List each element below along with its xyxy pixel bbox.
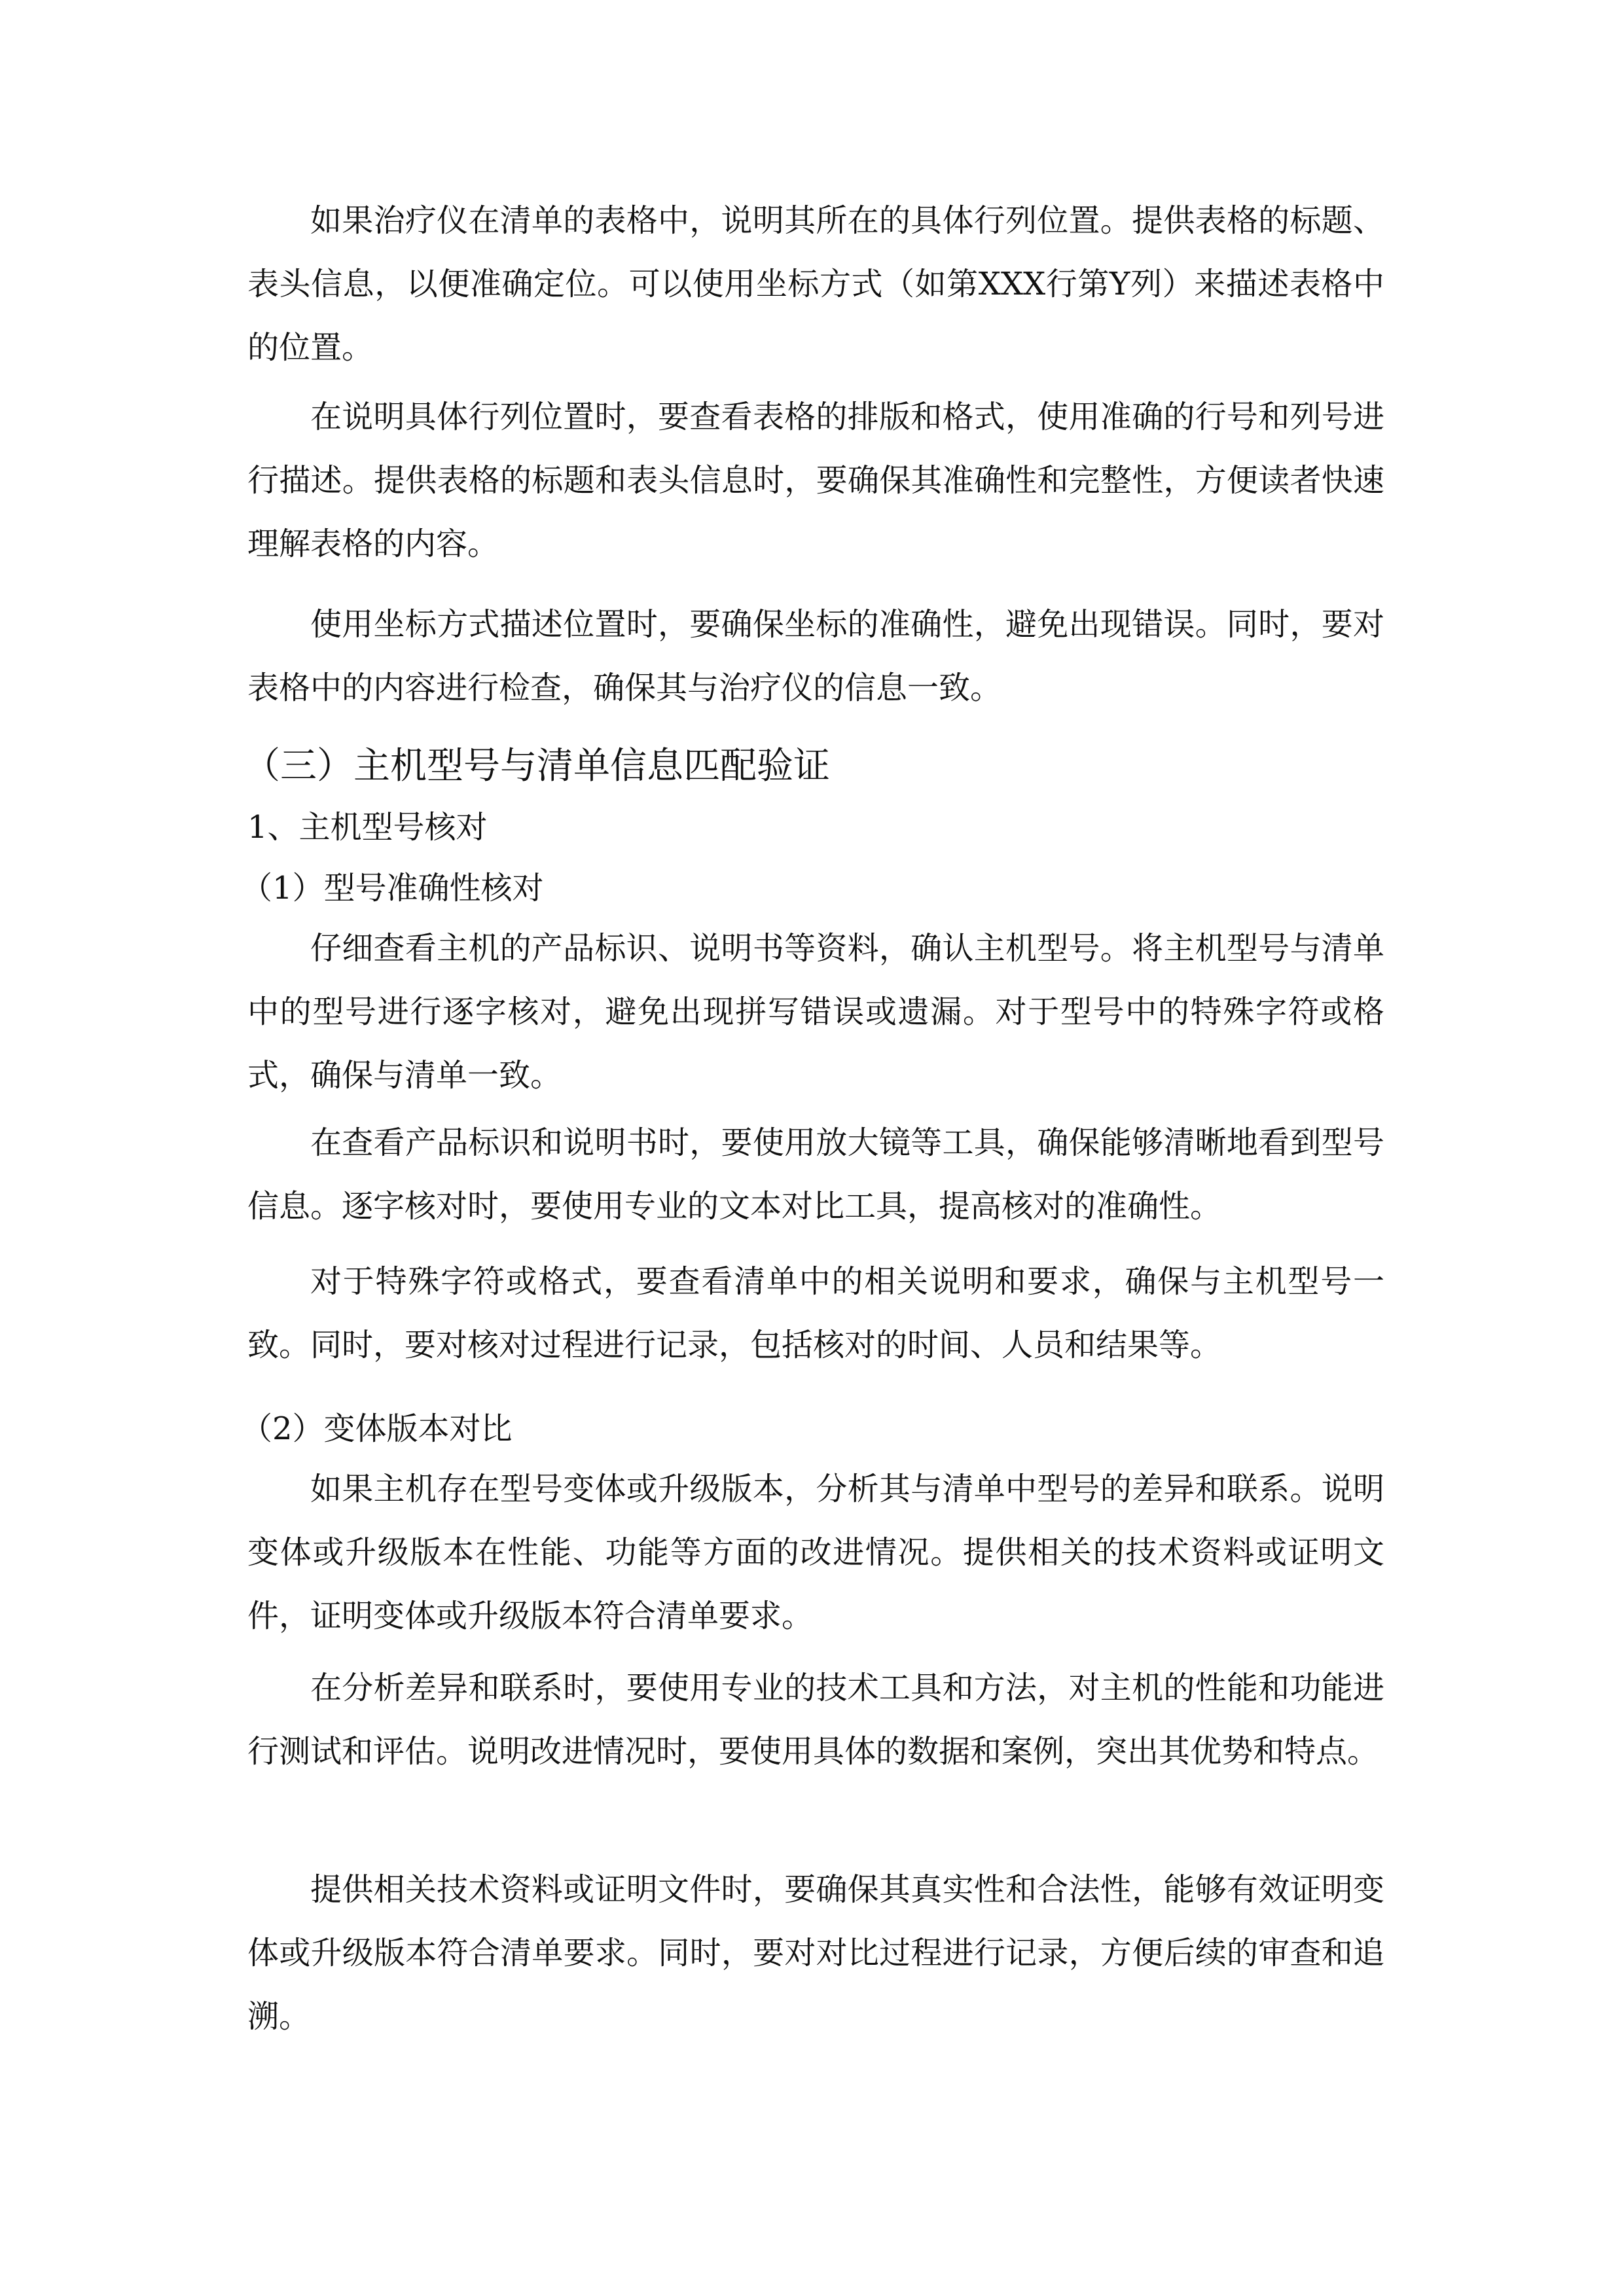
paragraph-special-chars: 对于特殊字符或格式，要查看清单中的相关说明和要求，确保与主机型号一致。同时，要对核对过程进行记录，包括核对的时间、人员和结果等。 bbox=[247, 1263, 1384, 1363]
paragraph-row-column: 在说明具体行列位置时，要查看表格的排版和格式，使用准确的行号和列号进行描述。提供表格的标题和表头信息时，要确保其准确性和完整性，方便读者快速理解表格的内容。 bbox=[247, 399, 1384, 562]
subsection-heading: 1、主机型号核对 bbox=[247, 809, 488, 846]
paragraph-documents: 提供相关技术资料或证明文件时，要确保其真实性和合法性，能够有效证明变体或升级版本符合清单要求。同时，要对对比过程进行记录，方便后续的审查和追溯。 bbox=[247, 1871, 1384, 2035]
paragraph-check-model: 仔细查看主机的产品标识、说明书等资料，确认主机型号。将主机型号与清单中的型号进行逐字核对，避免出现拼写错误或遗漏。对于型号中的特殊字符或格式，确保与清单一致。 bbox=[247, 930, 1384, 1094]
paragraph-tools: 在查看产品标识和说明书时，要使用放大镜等工具，确保能够清晰地看到型号信息。逐字核对时，要使用专业的文本对比工具，提高核对的准确性。 bbox=[247, 1124, 1384, 1225]
section-heading: （三）主机型号与清单信息匹配验证 bbox=[244, 745, 830, 787]
item-heading-variant-compare: （2）变体版本对比 bbox=[241, 1410, 513, 1447]
paragraph-analysis: 在分析差异和联系时，要使用专业的技术工具和方法，对主机的性能和功能进行测试和评估。说明改进情况时，要使用具体的数据和案例，突出其优势和特点。 bbox=[247, 1670, 1384, 1770]
item-heading-model-accuracy: （1）型号准确性核对 bbox=[241, 870, 544, 906]
paragraph-variants: 如果主机存在型号变体或升级版本，分析其与清单中型号的差异和联系。说明变体或升级版本在性能、功能等方面的改进情况。提供相关的技术资料或证明文件，证明变体或升级版本符合清单要求。 bbox=[247, 1471, 1384, 1634]
paragraph-coordinates: 使用坐标方式描述位置时，要确保坐标的准确性，避免出现错误。同时，要对表格中的内容进行检查，确保其与治疗仪的信息一致。 bbox=[247, 606, 1384, 706]
paragraph-table-location: 如果治疗仪在清单的表格中，说明其所在的具体行列位置。提供表格的标题、表头信息，以便准确定位。可以使用坐标方式（如第XXX行第Y列）来描述表格中的位置。 bbox=[247, 202, 1384, 366]
